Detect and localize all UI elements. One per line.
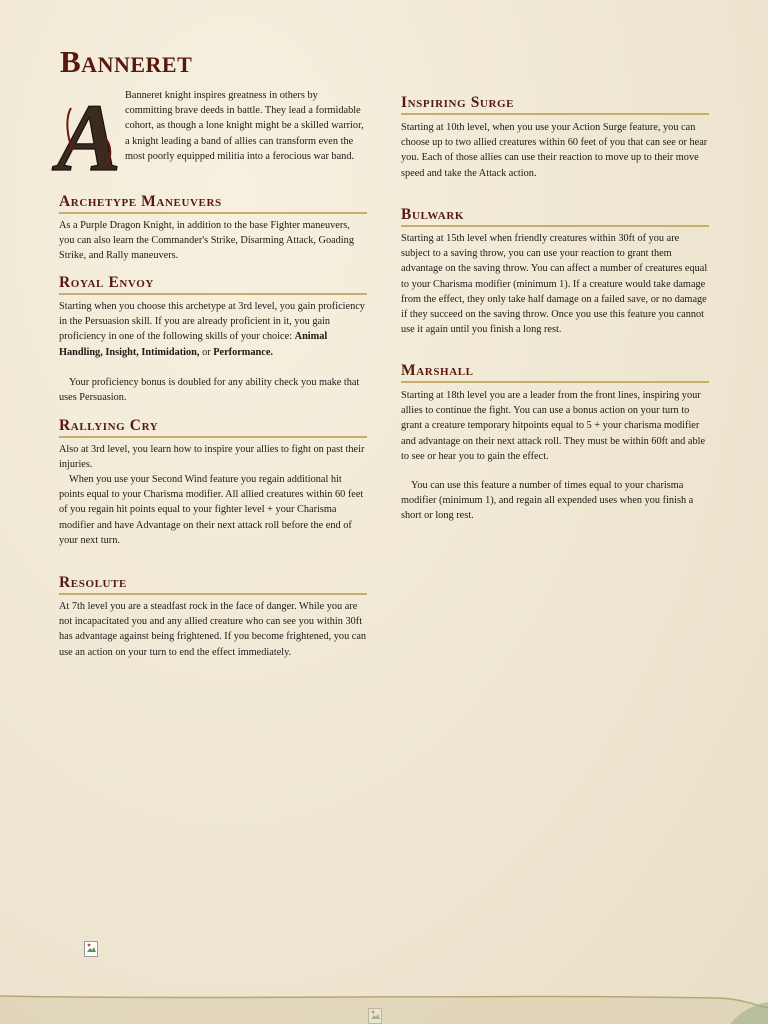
- intro-text: Banneret knight inspires greatness in others by committing brave deeds in battle. They lead a formidable cohort, as though a lone knight might be a skilled warrior, a knight leading a band of allies can transform even the most poorly equipped militia into a ferocious war band.: [125, 90, 364, 162]
- bulwark-text: Starting at 15th level when friendly creatures within 30ft of you are subject to a saving throw, you can use your reaction to grant them advantage on the saving throw. You can affect a number of creatures equal to your Charisma modifier (minimum 1). If a creature would take damage from the effect, they only take half damage on a failed save, or no damage if they succeed on the saving throw. Once you use this feature you cannot use it again until you finish a long rest.: [401, 233, 708, 336]
- broken-image-icon: [84, 941, 98, 957]
- heading-rallying-cry: Rallying Cry: [59, 417, 367, 438]
- royal-envoy-skills: Animal Handling, Insight, Intimidation,: [59, 331, 328, 358]
- resolute-text: At 7th level you are a steadfast rock in the face of danger. While you are not incapacitated you and any allied creature who can see you within 30ft has advantage against being frightened. If you become frightened, you can use an action on your turn to end the effect immediately.: [59, 601, 367, 658]
- rallying-cry-p2: When you use your Second Wind feature you regain additional hit points equal to your Charisma modifier. All allied creatures within 60 feet of you regain hit points equal to your fighter level + your Charisma modifier and have Advantage on their next attack roll before the end of your next turn.: [59, 474, 364, 546]
- heading-royal-envoy: Royal Envoy: [59, 274, 367, 295]
- heading-marshall: Marshall: [401, 362, 709, 383]
- rallying-cry-p1: Also at 3rd level, you learn how to inspire your allies to fight on past their injuries.: [59, 444, 365, 471]
- heading-archetype-maneuvers: Archetype Maneuvers: [59, 193, 367, 214]
- heading-bulwark: Bulwark: [401, 206, 709, 227]
- royal-envoy-p1-text: Starting when you choose this archetype at 3rd level, you gain proficiency in the Persuasion skill. If you are already proficient in it, you gain proficiency in one of the following skills of your choice:: [59, 301, 365, 343]
- page-title: Banneret: [60, 44, 193, 79]
- intro-block: [56, 84, 367, 191]
- heading-resolute: Resolute: [59, 574, 367, 595]
- inspiring-surge-text: Starting at 10th level, when you use your Action Surge feature, you can choose up to two allied creatures within 60 feet of you that can see or hear you. Each of those allies can use their reaction to move up to their move speed and take the Attack action.: [401, 122, 708, 179]
- archetype-maneuvers-text: As a Purple Dragon Knight, in addition to the base Fighter maneuvers, you can also learn the Commander's Strike, Disarming Attack, Goading Strike, and Rally maneuvers.: [59, 220, 354, 262]
- marshall-p1: Starting at 18th level you are a leader from the front lines, inspiring your allies to continue the fight. You can use a bonus action on your turn to grant a creature temporary hitpoints equal to 5 + your charisma modifier and advantage on their next attack roll. They must be within 60ft and able to see or hear you to gain the effect.: [401, 390, 706, 462]
- dropcap-letter: [56, 84, 122, 191]
- royal-envoy-p2: Your proficiency bonus is doubled for any ability check you make that uses Persuasion.: [59, 377, 360, 404]
- royal-envoy-last-skill: Performance.: [213, 346, 273, 358]
- royal-envoy-or: or: [199, 346, 214, 358]
- footer-ornament: [0, 990, 768, 1024]
- royal-envoy-p1: [59, 299, 367, 360]
- heading-inspiring-surge: Inspiring Surge: [401, 94, 709, 115]
- svg-text:A: A: [56, 84, 122, 191]
- marshall-p2: You can use this feature a number of times equal to your charisma modifier (minimum 1), and regain all expended uses when you finish a short or long rest.: [401, 480, 694, 522]
